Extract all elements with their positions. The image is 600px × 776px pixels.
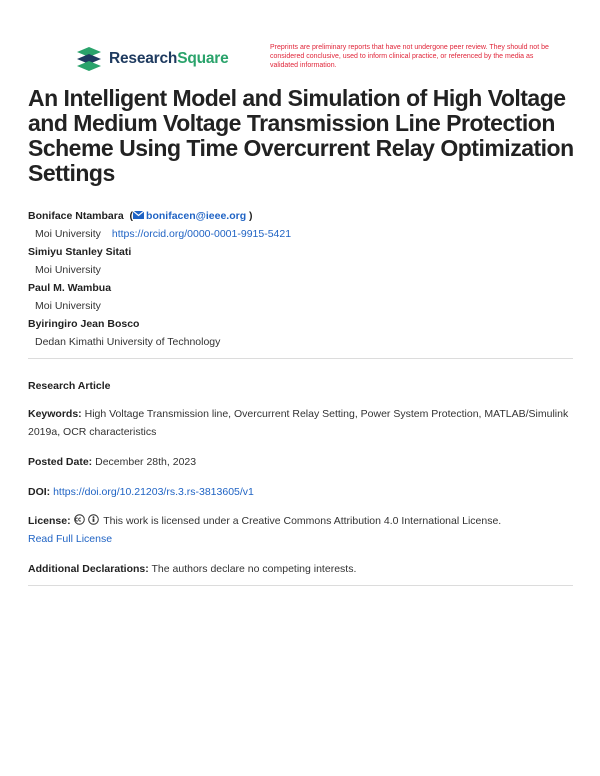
license-text: This work is licensed under a Creative Commons Attribution 4.0 International License. <box>103 515 502 527</box>
divider <box>28 585 573 586</box>
author-3: Paul M. Wambua <box>28 282 112 294</box>
author-2: Simiyu Stanley Sitati <box>28 246 132 258</box>
declarations-label: Additional Declarations: <box>28 563 149 575</box>
author-affiliation: Moi University <box>35 300 101 312</box>
preprint-disclaimer: Preprints are preliminary reports that have not undergone peer review. They should not be considered conclusive, used to inform clinical practice, or referenced by the media as validated information. <box>270 44 549 69</box>
posted-date-value: December 28th, 2023 <box>95 456 197 468</box>
author-affiliation: Moi University <box>35 264 101 276</box>
envelope-icon <box>133 211 144 219</box>
declarations-value: The authors declare no competing interests. <box>151 563 357 575</box>
doi <box>28 483 573 501</box>
research-square-logo-icon <box>75 46 103 72</box>
attribution-icon <box>88 514 99 525</box>
license <box>28 512 573 548</box>
license-label: License: <box>28 515 71 527</box>
orcid-link[interactable]: https://orcid.org/0000-0001-9915-5421 <box>111 228 292 240</box>
article-type: Research Article <box>28 380 111 392</box>
logo-text <box>109 50 229 68</box>
creative-commons-icon <box>74 514 85 525</box>
paper-title: An Intelligent Model and Simulation of High Voltage and Medium Voltage Transmission Line Protection Scheme Using Time Overcurrent Relay Optimization Settings <box>28 85 574 186</box>
author-1 <box>28 207 578 225</box>
author-affiliation <box>28 225 578 243</box>
keywords-value: High Voltage Transmission line, Overcurrent Relay Setting, Power System Protection, MATLAB/Simulink 2019a, OCR characteristics <box>28 408 569 438</box>
author-4: Byiringiro Jean Bosco <box>28 318 140 330</box>
logo-word-research: Research <box>109 50 178 67</box>
author-email-link[interactable]: bonifacen@ieee.org <box>146 210 247 222</box>
read-full-license-link[interactable]: Read Full License <box>28 533 113 545</box>
author-affiliation: Dedan Kimathi University of Technology <box>35 336 221 348</box>
keywords-label: Keywords: <box>28 408 82 420</box>
doi-label: DOI: <box>28 486 51 498</box>
research-square-logo[interactable] <box>75 46 229 72</box>
doi-link[interactable]: https://doi.org/10.21203/rs.3.rs-3813605/v1 <box>53 486 254 498</box>
additional-declarations <box>28 560 573 578</box>
posted-date <box>28 453 573 471</box>
logo-word-square: Square <box>177 50 229 67</box>
affiliation-text: Moi University <box>35 228 101 240</box>
posted-date-label: Posted Date: <box>28 456 93 468</box>
email-close-paren: ) <box>246 210 253 222</box>
author-name: Boniface Ntambara <box>28 210 124 222</box>
email-open-paren: ( <box>126 210 134 222</box>
divider <box>28 358 573 359</box>
author-list <box>28 207 578 351</box>
keywords <box>28 405 573 441</box>
